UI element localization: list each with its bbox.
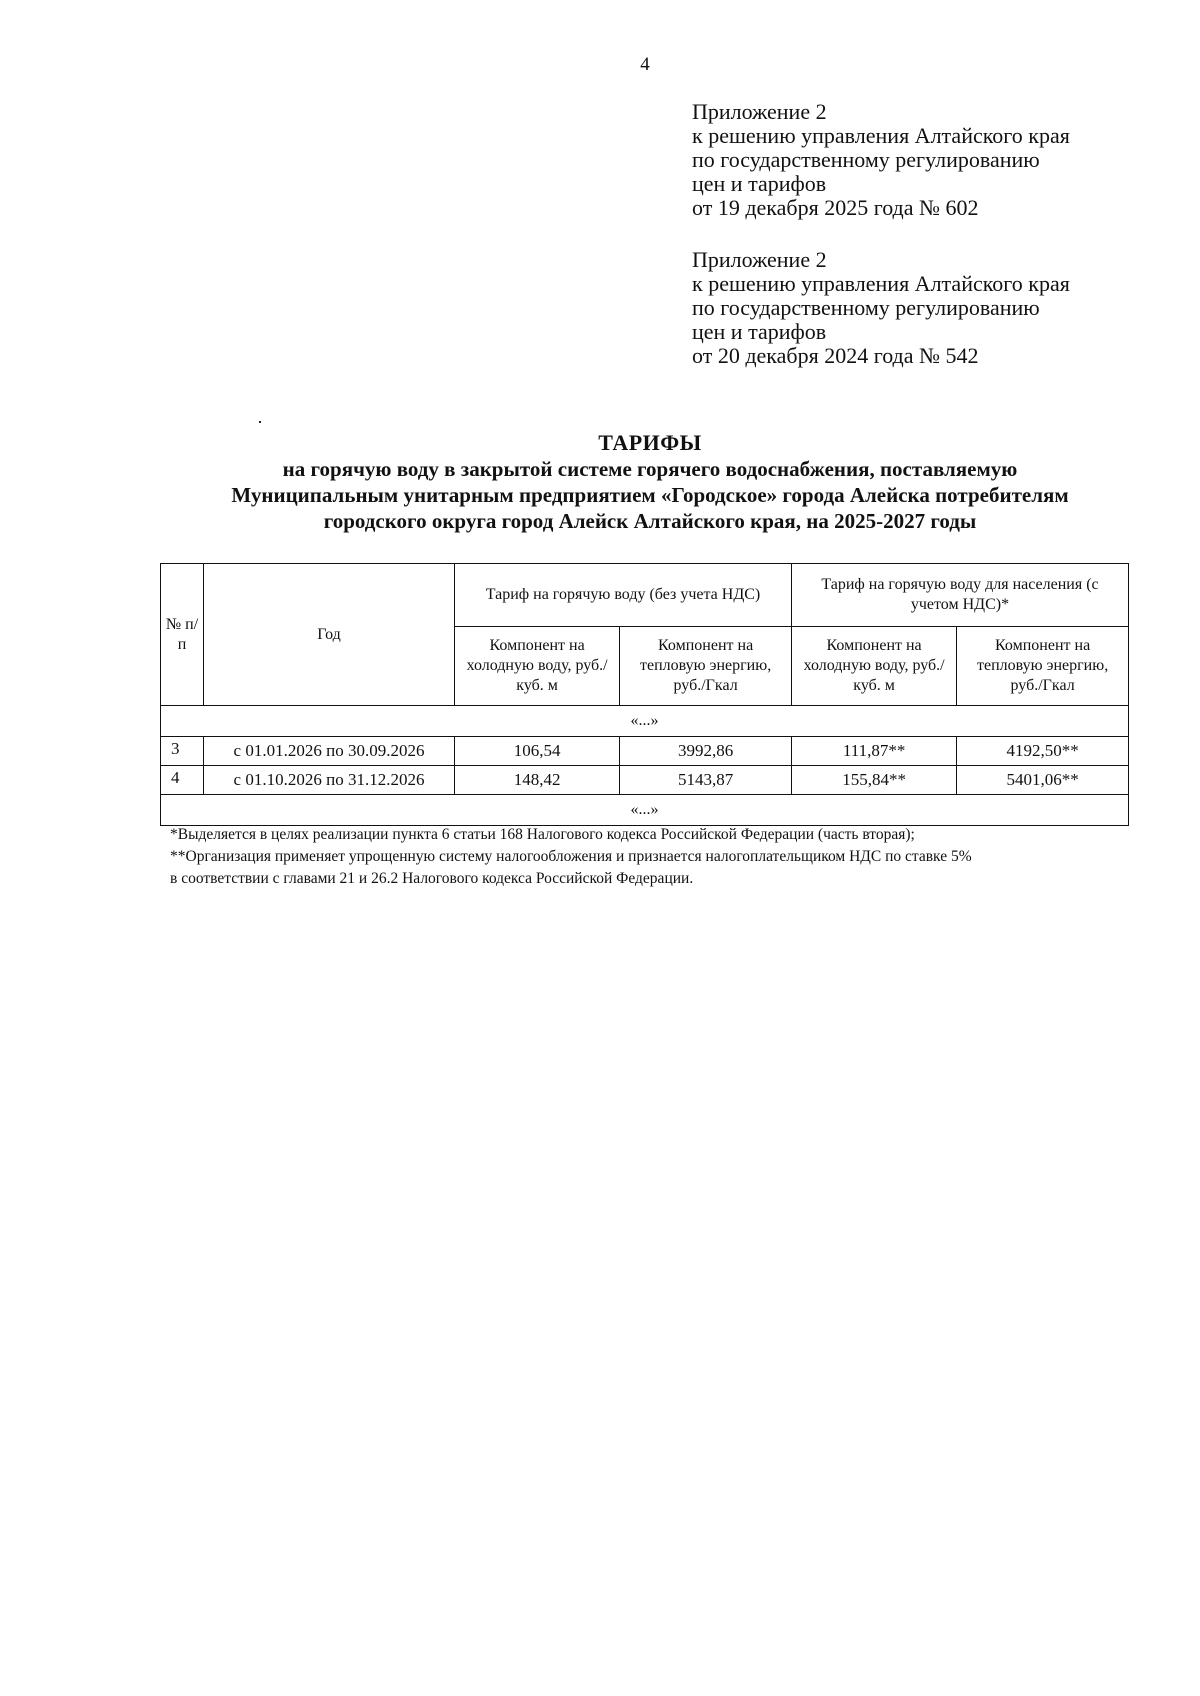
appendix-line: Приложение 2 <box>692 99 827 124</box>
scan-speck <box>259 421 261 423</box>
appendix-line: Приложение 2 <box>692 247 827 272</box>
row-period: с 01.01.2026 по 30.09.2026 <box>204 737 455 766</box>
row-heat-pop: 5401,06** <box>957 766 1129 795</box>
header-heat-pop: Компонент на тепловую энергию, руб./Гкал <box>957 627 1129 706</box>
row-cold-no-vat: 106,54 <box>455 737 620 766</box>
tariff-table <box>160 563 1129 826</box>
footnote: в соответствии с главами 21 и 26.2 Налогового кодекса Российской Федерации. <box>170 870 694 887</box>
appendix-current <box>692 100 1070 220</box>
title-line: городского округа город Алейск Алтайского края, на 2025-2027 годы <box>323 509 977 533</box>
footnotes <box>170 824 1130 890</box>
title-main: ТАРИФЫ <box>598 430 702 455</box>
header-group-population: Тариф на горячую воду для населения (с учетом НДС)* <box>791 564 1128 627</box>
row-heat-no-vat: 3992,86 <box>620 737 792 766</box>
document-title <box>150 430 1150 534</box>
row-cold-pop: 111,87** <box>791 737 956 766</box>
appendix-line: цен и тарифов <box>692 319 827 344</box>
appendix-line: от 20 декабря 2024 года № 542 <box>692 343 979 368</box>
row-num: 3 <box>161 737 204 766</box>
page-number: 4 <box>640 54 650 75</box>
appendix-line: по государственному регулированию <box>692 147 1040 172</box>
header-num: № п/п <box>161 564 204 706</box>
footnote: *Выделяется в целях реализации пункта 6 статьи 168 Налогового кодекса Российской Федерации (часть вторая); <box>170 826 915 843</box>
title-line: Муниципальным унитарным предприятием «Городское» города Алейска потребителям <box>231 483 1069 507</box>
row-period: с 01.10.2026 по 31.12.2026 <box>204 766 455 795</box>
row-cold-no-vat: 148,42 <box>455 766 620 795</box>
row-cold-pop: 155,84** <box>791 766 956 795</box>
header-year: Год <box>204 564 455 706</box>
ellipsis-cell: «...» <box>161 706 1129 737</box>
table-row <box>161 766 1129 795</box>
ellipsis-row <box>161 795 1129 826</box>
appendix-line: к решению управления Алтайского края <box>692 123 1070 148</box>
row-heat-pop: 4192,50** <box>957 737 1129 766</box>
ellipsis-cell: «...» <box>161 795 1129 826</box>
appendix-line: к решению управления Алтайского края <box>692 271 1070 296</box>
header-group-no-vat: Тариф на горячую воду (без учета НДС) <box>455 564 792 627</box>
header-cold-pop: Компонент на холодную воду, руб./куб. м <box>791 627 956 706</box>
table-header-row <box>161 564 1129 627</box>
appendix-previous <box>692 248 1070 368</box>
appendix-line: цен и тарифов <box>692 171 827 196</box>
title-line: на горячую воду в закрытой системе горячего водоснабжения, поставляемую <box>282 457 1018 481</box>
appendix-line: по государственному регулированию <box>692 295 1040 320</box>
appendix-line: от 19 декабря 2025 года № 602 <box>692 195 979 220</box>
row-heat-no-vat: 5143,87 <box>620 766 792 795</box>
row-num: 4 <box>161 766 204 795</box>
table-row <box>161 737 1129 766</box>
header-heat-no-vat: Компонент на тепловую энергию, руб./Гкал <box>620 627 792 706</box>
footnote: **Организация применяет упрощенную систему налогообложения и признается налогоплательщиком НДС по ставке 5% <box>170 848 972 865</box>
ellipsis-row <box>161 706 1129 737</box>
header-cold-no-vat: Компонент на холодную воду, руб./куб. м <box>455 627 620 706</box>
